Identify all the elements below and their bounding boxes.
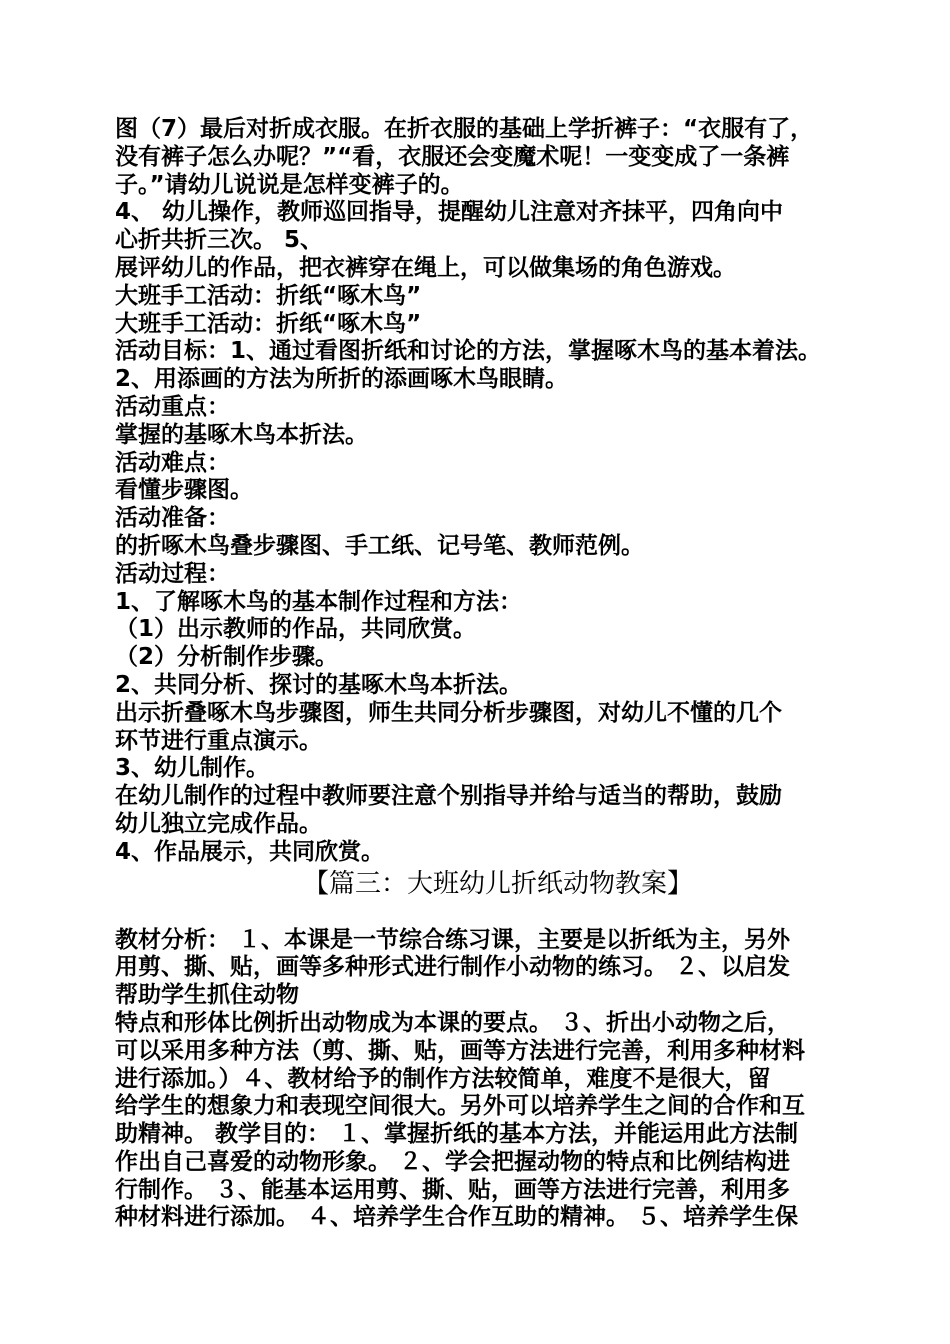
text-line: 没有裤子怎么办呢？”“看，衣服还会变魔术呢！一变变成了一条裤	[115, 143, 790, 170]
text-line: 环节进行重点演示。	[115, 727, 322, 754]
text-line: 4、作品展示，共同欣赏。	[115, 838, 385, 865]
text-line: 心折共折三次。 5、	[115, 227, 324, 254]
lesson-part-1	[115, 116, 845, 867]
section-title: 大班手工活动：折纸“啄木鸟”	[115, 310, 422, 337]
subheading: 活动重点：	[115, 393, 230, 420]
text-line: 幼儿独立完成作品。	[115, 810, 322, 837]
section-heading: 【篇三：大班幼儿折纸动物教案】	[302, 868, 693, 899]
text-line: 教材分析： １、本课是一节综合练习课，主要是以折纸为主，另外	[115, 926, 791, 953]
text-line: 子。”请幼儿说说是怎样变裤子的。	[115, 171, 464, 198]
text-line: 给学生的想象力和表现空间很大。另外可以培养学生之间的合作和互	[115, 1093, 805, 1120]
text-line: 进行添加。）４、教材给予的制作方法较简单，难度不是很大，留	[115, 1065, 771, 1092]
text-line: 在幼儿制作的过程中教师要注意个别指导并给与适当的帮助，鼓励	[115, 783, 782, 810]
text-line: 出示折叠啄木鸟步骤图，师生共同分析步骤图，对幼儿不懂的几个	[115, 699, 782, 726]
text-line: 作出自己喜爱的动物形象。 ２、学会把握动物的特点和比例结构进	[115, 1148, 791, 1175]
text-line: 的折啄木鸟叠步骤图、手工纸、记号笔、教师范例。	[115, 532, 644, 559]
text-line: 2、共同分析、探讨的基啄木鸟本折法。	[115, 671, 523, 698]
text-line: 行制作。 ３、能基本运用剪、撕、贴，画等方法进行完善，利用多	[115, 1176, 791, 1203]
text-line: 用剪、撕、贴，画等多种形式进行制作小动物的练习。 ２、以启发	[115, 954, 791, 981]
text-line: 展评幼儿的作品，把衣裤穿在绳上，可以做集场的角色游戏。	[115, 254, 736, 281]
text-line: 图（7）最后对折成衣服。在折衣服的基础上学折裤子：“衣服有了，	[115, 116, 814, 142]
text-line: 活动目标：1、通过看图折纸和讨论的方法，掌握啄木鸟的基本着法。	[115, 338, 822, 365]
text-line: 1、了解啄木鸟的基本制作过程和方法：	[115, 588, 523, 615]
text-line: 种材料进行添加。 ４、培养学生合作互助的精神。 ５、培养学生保	[115, 1204, 799, 1231]
section-title: 大班手工活动：折纸“啄木鸟”	[115, 282, 422, 309]
text-line: 特点和形体比例折出动物成为本课的要点。 ３、折出小动物之后，	[115, 1009, 791, 1036]
text-line: （2）分析制作步骤。	[115, 644, 339, 671]
document-body	[115, 116, 845, 1232]
lesson-part-2	[115, 927, 845, 1233]
text-line: （1）出示教师的作品，共同欣赏。	[115, 616, 477, 643]
text-line: 2、用添画的方法为所折的添画啄木鸟眼睛。	[115, 366, 569, 393]
text-line: 可以采用多种方法（剪、撕、贴，画等方法进行完善，利用多种材料	[115, 1037, 805, 1064]
subheading: 活动准备：	[115, 505, 230, 532]
text-line: 看懂步骤图。	[115, 477, 253, 504]
text-line: 3、幼儿制作。	[115, 755, 270, 782]
subheading: 活动难点：	[115, 449, 230, 476]
subheading: 活动过程：	[115, 560, 230, 587]
text-line: 4、 幼儿操作，教师巡回指导，提醒幼儿注意对齐抹平，四角向中	[115, 199, 784, 226]
text-line: 帮助学生抓住动物	[115, 982, 299, 1009]
text-line: 助精神。 教学目的： １、掌握折纸的基本方法，并能运用此方法制	[115, 1121, 799, 1148]
text-line: 掌握的基啄木鸟本折法。	[115, 421, 368, 448]
